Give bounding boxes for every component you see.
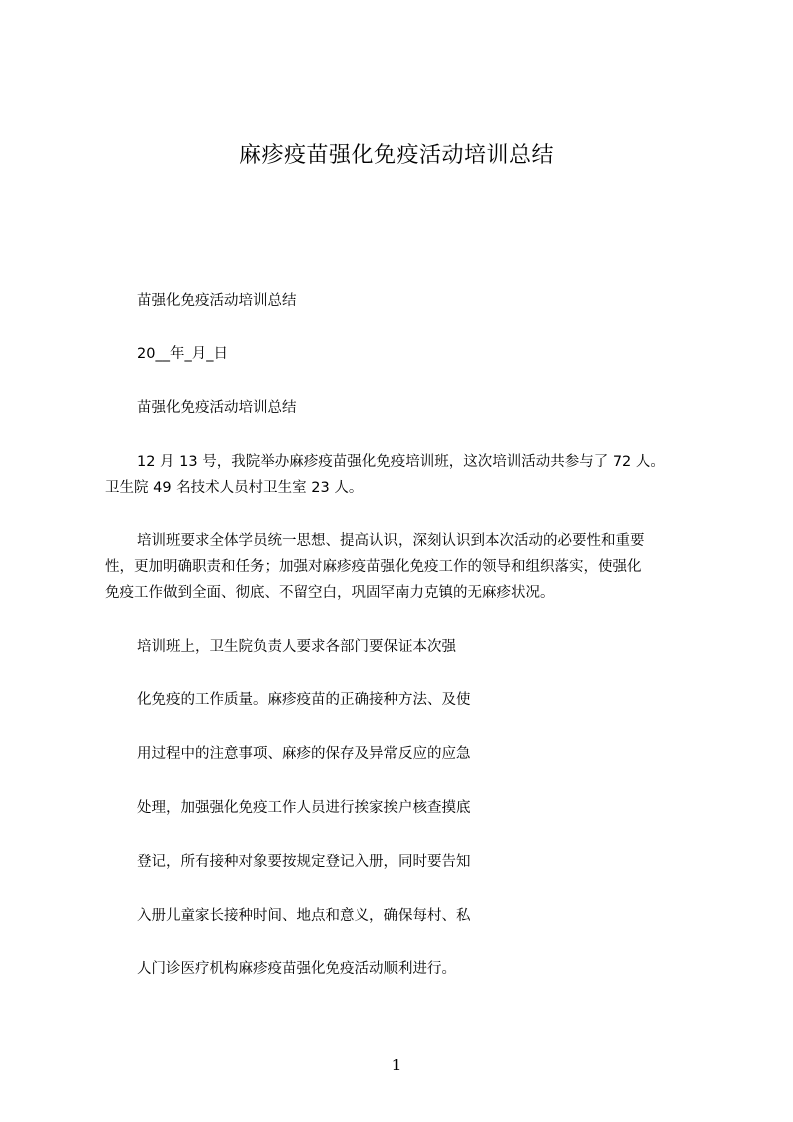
body-line: 处理，加强强化免疫工作人员进行挨家挨户核查摸底	[137, 800, 471, 816]
paragraph-line: 卫生院 49 名技术人员村卫生室 23 人。	[105, 480, 364, 496]
paragraph-line: 性，更加明确职责和任务；加强对麻疹疫苗强化免疫工作的领导和组织落实，使强化	[105, 559, 642, 575]
body-line: 化免疫的工作质量。麻疹疫苗的正确接种方法、及使	[137, 692, 471, 708]
subtitle-line: 苗强化免疫活动培训总结	[137, 400, 297, 416]
subtitle-line: 苗强化免疫活动培训总结	[137, 293, 297, 309]
paragraph-line: 免疫工作做到全面、彻底、不留空白，巩固罕南力克镇的无麻疹状况。	[105, 585, 555, 601]
body-line: 登记，所有接种对象要按规定登记入册，同时要告知	[137, 854, 471, 870]
paragraph-participants	[105, 449, 705, 501]
body-line: 人门诊医疗机构麻疹疫苗强化免疫活动顺利进行。	[137, 961, 456, 977]
paragraph-requirements	[105, 528, 705, 606]
paragraph-line: 12 月 13 号，我院举办麻疹疫苗强化免疫培训班，这次培训活动共参与了 72 人。	[137, 454, 665, 470]
body-line: 入册儿童家长接种时间、地点和意义，确保每村、私	[137, 908, 471, 924]
body-line: 培训班上，卫生院负责人要求各部门要保证本次强	[137, 639, 456, 655]
paragraph-line: 培训班要求全体学员统一思想、提高认识，深刻认识到本次活动的必要性和重要	[137, 533, 645, 549]
body-line: 用过程中的注意事项、麻疹的保存及异常反应的应急	[137, 746, 471, 762]
document-title: 麻疹疫苗强化免疫活动培训总结	[238, 143, 554, 168]
date-line: 20__年_月_日	[137, 346, 228, 362]
page-number: 1	[391, 1056, 402, 1074]
